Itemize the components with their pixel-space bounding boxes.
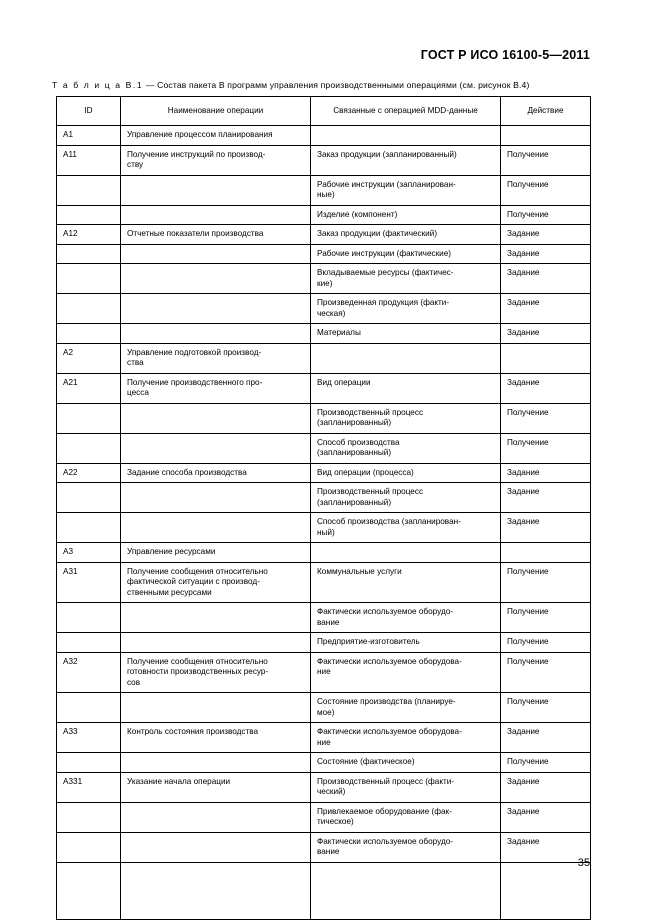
table-row <box>57 463 591 483</box>
cell-action: Задание <box>501 772 591 802</box>
cell-action: Получение <box>501 175 591 205</box>
cell-operation-name <box>121 633 311 653</box>
table-row <box>57 652 591 693</box>
cell-action: Задание <box>501 294 591 324</box>
cell-action: Получение <box>501 205 591 225</box>
cell-operation-name <box>121 753 311 773</box>
cell-mdd-data: Способ производства (запланирован- ный) <box>311 513 501 543</box>
cell-id: A11 <box>57 145 121 175</box>
cell-operation-name <box>121 324 311 344</box>
cell-action: Задание <box>501 513 591 543</box>
cell-operation-name <box>121 802 311 832</box>
cell-id <box>57 264 121 294</box>
cell-mdd-data: Фактически используемое оборудо- вание <box>311 832 501 862</box>
cell-mdd-data: Производственный процесс (запланированный) <box>311 483 501 513</box>
cell-mdd-data: Фактически используемое оборудо- вание <box>311 603 501 633</box>
cell-operation-name <box>121 862 311 919</box>
cell-mdd-data: Состояние производства (планируе- мое) <box>311 693 501 723</box>
cell-action: Задание <box>501 832 591 862</box>
table-row <box>57 126 591 146</box>
cell-operation-name: Получение производственного про- цесса <box>121 373 311 403</box>
cell-id: A3 <box>57 543 121 563</box>
cell-mdd-data <box>311 126 501 146</box>
cell-operation-name <box>121 603 311 633</box>
column-header-mdd-data: Связанные с операцией MDD-данные <box>311 97 501 126</box>
page-number: 35 <box>577 857 590 869</box>
table-row <box>57 244 591 264</box>
cell-action: Получение <box>501 403 591 433</box>
cell-action <box>501 126 591 146</box>
table-row <box>57 324 591 344</box>
cell-action: Получение <box>501 603 591 633</box>
cell-action <box>501 862 591 919</box>
table-caption-text: — Состав пакета В программ управления производственными операциями (см. рисунок В.4) <box>143 80 530 90</box>
cell-id: A21 <box>57 373 121 403</box>
column-header-operation-name: Наименование операции <box>121 97 311 126</box>
table-row <box>57 343 591 373</box>
cell-id <box>57 753 121 773</box>
cell-operation-name <box>121 294 311 324</box>
cell-operation-name: Управление процессом планирования <box>121 126 311 146</box>
table-row <box>57 175 591 205</box>
table-row <box>57 603 591 633</box>
table-row <box>57 562 591 603</box>
cell-id: A31 <box>57 562 121 603</box>
cell-operation-name: Получение сообщения относительно фактической ситуации с производ- ственными ресурсами <box>121 562 311 603</box>
cell-operation-name: Управление ресурсами <box>121 543 311 563</box>
cell-action: Задание <box>501 723 591 753</box>
cell-mdd-data: Материалы <box>311 324 501 344</box>
cell-action: Получение <box>501 693 591 723</box>
cell-mdd-data: Заказ продукции (запланированный) <box>311 145 501 175</box>
cell-mdd-data: Предприятие-изготовитель <box>311 633 501 653</box>
cell-operation-name: Указание начала операции <box>121 772 311 802</box>
table-row <box>57 862 591 919</box>
table-body <box>57 126 591 920</box>
cell-id: A22 <box>57 463 121 483</box>
cell-id: A32 <box>57 652 121 693</box>
cell-id <box>57 205 121 225</box>
cell-id <box>57 603 121 633</box>
cell-id <box>57 483 121 513</box>
cell-operation-name: Получение сообщения относительно готовности производственных ресур- сов <box>121 652 311 693</box>
table-row <box>57 753 591 773</box>
cell-id <box>57 832 121 862</box>
cell-operation-name: Отчетные показатели производства <box>121 225 311 245</box>
cell-operation-name <box>121 483 311 513</box>
cell-operation-name: Задание способа производства <box>121 463 311 483</box>
column-header-action: Действие <box>501 97 591 126</box>
cell-action: Получение <box>501 145 591 175</box>
cell-operation-name <box>121 175 311 205</box>
cell-action: Задание <box>501 483 591 513</box>
cell-action <box>501 543 591 563</box>
cell-id <box>57 244 121 264</box>
cell-mdd-data <box>311 343 501 373</box>
cell-id <box>57 175 121 205</box>
table-row <box>57 543 591 563</box>
table-row <box>57 225 591 245</box>
table-row <box>57 264 591 294</box>
cell-action: Получение <box>501 652 591 693</box>
cell-mdd-data: Произведенная продукция (факти- ческая) <box>311 294 501 324</box>
table-row <box>57 145 591 175</box>
cell-action: Задание <box>501 244 591 264</box>
cell-id <box>57 433 121 463</box>
cell-mdd-data: Вид операции <box>311 373 501 403</box>
cell-operation-name <box>121 693 311 723</box>
cell-action: Задание <box>501 373 591 403</box>
table-row <box>57 373 591 403</box>
cell-mdd-data: Коммунальные услуги <box>311 562 501 603</box>
cell-action: Получение <box>501 562 591 603</box>
cell-mdd-data: Рабочие инструкции (фактические) <box>311 244 501 264</box>
cell-id: A1 <box>57 126 121 146</box>
cell-action: Получение <box>501 753 591 773</box>
cell-mdd-data: Заказ продукции (фактический) <box>311 225 501 245</box>
cell-id: A33 <box>57 723 121 753</box>
cell-mdd-data: Фактически используемое оборудова- ние <box>311 723 501 753</box>
cell-operation-name <box>121 832 311 862</box>
cell-action <box>501 343 591 373</box>
cell-id <box>57 633 121 653</box>
cell-mdd-data: Способ производства (запланированный) <box>311 433 501 463</box>
table-row <box>57 772 591 802</box>
table-row <box>57 513 591 543</box>
cell-action: Получение <box>501 633 591 653</box>
table-row <box>57 433 591 463</box>
cell-mdd-data <box>311 543 501 563</box>
cell-action: Задание <box>501 802 591 832</box>
table-row <box>57 205 591 225</box>
table-row <box>57 723 591 753</box>
cell-id: A331 <box>57 772 121 802</box>
table-row <box>57 832 591 862</box>
cell-id <box>57 802 121 832</box>
table-row <box>57 403 591 433</box>
cell-mdd-data: Вкладываемые ресурсы (фактичес- кие) <box>311 264 501 294</box>
table-row <box>57 294 591 324</box>
cell-id <box>57 693 121 723</box>
cell-id <box>57 403 121 433</box>
cell-id: A2 <box>57 343 121 373</box>
cell-mdd-data: Рабочие инструкции (запланирован- ные) <box>311 175 501 205</box>
cell-mdd-data: Привлекаемое оборудование (фак- тическое) <box>311 802 501 832</box>
cell-id <box>57 294 121 324</box>
operations-table <box>56 96 591 920</box>
cell-id <box>57 513 121 543</box>
cell-mdd-data: Состояние (фактическое) <box>311 753 501 773</box>
cell-operation-name <box>121 205 311 225</box>
cell-mdd-data: Фактически используемое оборудова- ние <box>311 652 501 693</box>
cell-action: Получение <box>501 433 591 463</box>
table-caption-label: Т а б л и ц а В.1 <box>52 80 144 90</box>
cell-id: A12 <box>57 225 121 245</box>
cell-operation-name <box>121 433 311 463</box>
cell-operation-name: Управление подготовкой производ- ства <box>121 343 311 373</box>
cell-mdd-data: Производственный процесс (запланированный) <box>311 403 501 433</box>
table-row <box>57 693 591 723</box>
cell-operation-name <box>121 513 311 543</box>
cell-id <box>57 324 121 344</box>
table-row <box>57 483 591 513</box>
cell-action: Задание <box>501 264 591 294</box>
cell-mdd-data: Вид операции (процесса) <box>311 463 501 483</box>
cell-action: Задание <box>501 324 591 344</box>
cell-action: Задание <box>501 225 591 245</box>
cell-id <box>57 862 121 919</box>
cell-mdd-data: Изделие (компонент) <box>311 205 501 225</box>
column-header-id: ID <box>57 97 121 126</box>
cell-operation-name <box>121 403 311 433</box>
page-header-standard-reference: ГОСТ Р ИСО 16100-5—2011 <box>420 48 590 62</box>
cell-operation-name: Контроль состояния производства <box>121 723 311 753</box>
cell-operation-name: Получение инструкций по производ- ству <box>121 145 311 175</box>
cell-operation-name <box>121 244 311 264</box>
cell-operation-name <box>121 264 311 294</box>
table-row <box>57 633 591 653</box>
table-header-row <box>57 97 591 126</box>
cell-mdd-data <box>311 862 501 919</box>
table-row <box>57 802 591 832</box>
table-caption <box>52 80 598 90</box>
cell-action: Задание <box>501 463 591 483</box>
cell-mdd-data: Производственный процесс (факти- ческий) <box>311 772 501 802</box>
